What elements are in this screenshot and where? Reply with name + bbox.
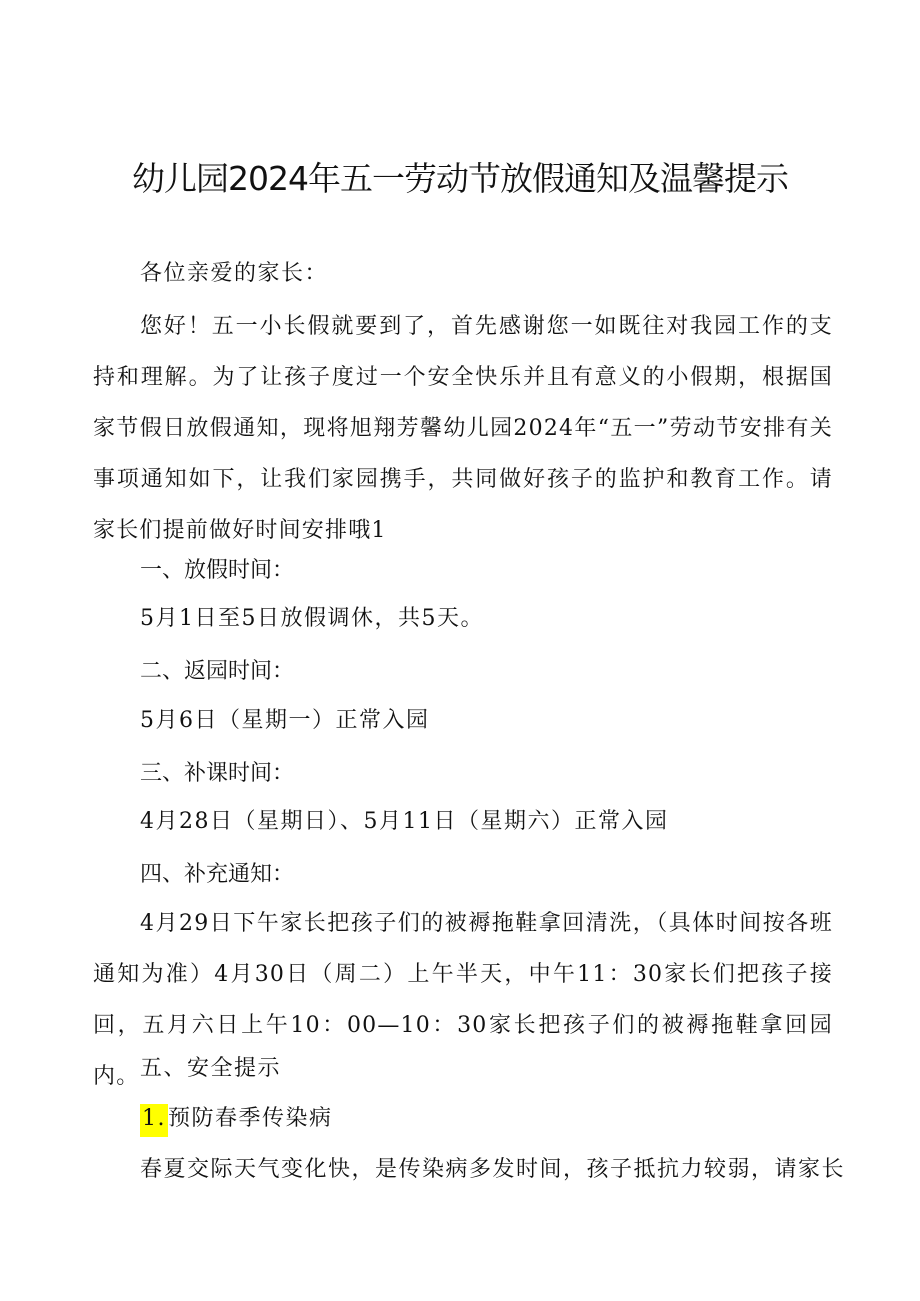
section-1-body: 5月1日至5日放假调休，共5天。 xyxy=(140,606,484,631)
section-2-body: 5月6日（星期一）正常入园 xyxy=(140,708,430,733)
safety-heading: 五、安全提示 xyxy=(140,1056,282,1081)
section-4-heading: 四、补充通知： xyxy=(140,862,295,887)
safety-item-1-body: 春夏交际天气变化快，是传染病多发时间，孩子抵抗力较弱，请家长 xyxy=(140,1157,846,1182)
safety-item-1-title: 预防春季传染病 xyxy=(168,1106,333,1131)
section-3-heading: 三、补课时间： xyxy=(140,761,295,786)
section-3-body: 4月28日（星期日）、5月11日（星期六）正常入园 xyxy=(140,809,669,834)
intro-paragraph: 您好！五一小长假就要到了，首先感谢您一如既往对我园工作的支持和理解。为了让孩子度过一个安全快乐并且有意义的小假期，根据国家节假日放假通知，现将旭翔芳馨幼儿园2024年“五一”劳动节安排有关事项通知如下，让我们家园携手，共同做好孩子的监护和教育工作。请家长们提前做好时间安排哦1 xyxy=(93,314,833,543)
greeting: 各位亲爱的家长： xyxy=(140,261,329,286)
section-4-body: 4月29日下午家长把孩子们的被褥拖鞋拿回清洗，（具体时间按各班通知为准）4月30日（周二）上午半天，中午11：30家长们把孩子接回，五月六日上午10：00—10：30家长把孩子们的被褥拖鞋拿回园内。 xyxy=(93,911,833,1089)
highlighted-number: 1. xyxy=(140,1104,168,1137)
section-2-heading: 二、返园时间： xyxy=(140,659,295,684)
document-title: 幼儿园2024年五一劳动节放假通知及温馨提示 xyxy=(132,159,788,198)
safety-item-1-title-row xyxy=(140,1103,333,1135)
section-1-heading: 一、放假时间： xyxy=(140,558,295,583)
